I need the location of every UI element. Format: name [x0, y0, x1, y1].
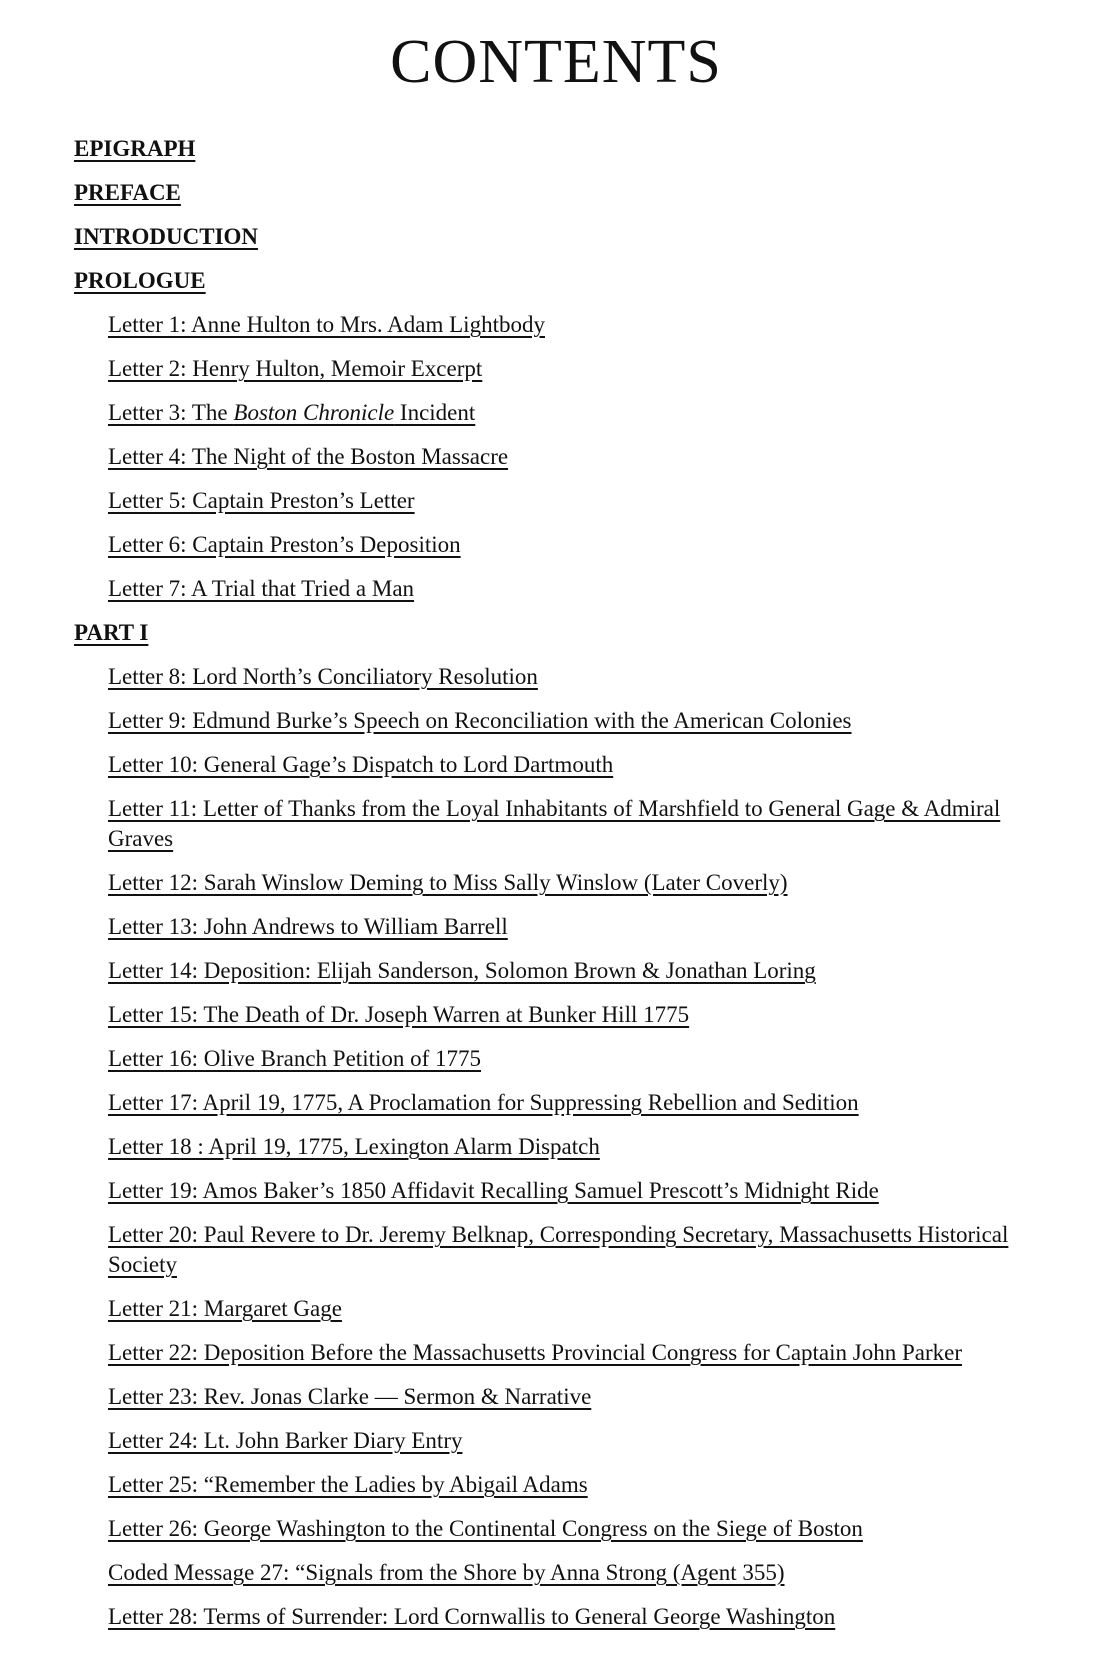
- toc-link-letter-17[interactable]: Letter 17: April 19, 1775, A Proclamation for Suppressing Rebellion and Sedition: [108, 1090, 859, 1115]
- toc-link-letter-21[interactable]: Letter 21: Margaret Gage: [108, 1296, 342, 1321]
- toc-link-letter-18[interactable]: Letter 18 : April 19, 1775, Lexington Alarm Dispatch: [108, 1134, 600, 1159]
- toc-link-letter-26[interactable]: Letter 26: George Washington to the Continental Congress on the Siege of Boston: [108, 1516, 863, 1541]
- toc-link-letter-8[interactable]: Letter 8: Lord North’s Conciliatory Resolution: [108, 664, 538, 689]
- toc-link-preface[interactable]: PREFACE: [74, 180, 181, 205]
- toc-link-letter-19[interactable]: Letter 19: Amos Baker’s 1850 Affidavit Recalling Samuel Prescott’s Midnight Ride: [108, 1178, 879, 1203]
- toc-link-letter-1[interactable]: Letter 1: Anne Hulton to Mrs. Adam Lightbody: [108, 312, 545, 337]
- toc-link-letter-20[interactable]: Letter 20: Paul Revere to Dr. Jeremy Belknap, Corresponding Secretary, Massachusetts Historical Society: [108, 1222, 1009, 1277]
- toc-link-letter-3[interactable]: [74, 398, 1064, 428]
- toc-link-letter-2[interactable]: Letter 2: Henry Hulton, Memoir Excerpt: [108, 356, 483, 381]
- toc-link-letter-11[interactable]: Letter 11: Letter of Thanks from the Loyal Inhabitants of Marshfield to General Gage & Admiral Graves: [108, 796, 1001, 851]
- toc-link-coded-message-27[interactable]: Coded Message 27: “Signals from the Shore by Anna Strong (Agent 355): [108, 1560, 785, 1585]
- toc-link-letter-9[interactable]: Letter 9: Edmund Burke’s Speech on Reconciliation with the American Colonies: [108, 708, 852, 733]
- letter-3-italic-title: Boston Chronicle: [233, 400, 395, 425]
- letter-3-suffix: Incident: [394, 400, 476, 425]
- toc-link-epigraph[interactable]: EPIGRAPH: [74, 136, 196, 161]
- table-of-contents: [74, 134, 1064, 1646]
- toc-link-letter-14[interactable]: Letter 14: Deposition: Elijah Sanderson, Solomon Brown & Jonathan Loring: [108, 958, 816, 983]
- toc-link-letter-13[interactable]: Letter 13: John Andrews to William Barrell: [108, 914, 508, 939]
- toc-link-part-1[interactable]: PART I: [74, 620, 149, 645]
- toc-link-letter-25[interactable]: Letter 25: “Remember the Ladies by Abigail Adams: [108, 1472, 588, 1497]
- toc-link-letter-12[interactable]: Letter 12: Sarah Winslow Deming to Miss Sally Winslow (Later Coverly): [108, 870, 788, 895]
- toc-link-letter-5[interactable]: Letter 5: Captain Preston’s Letter: [108, 488, 415, 513]
- toc-link-letter-4[interactable]: Letter 4: The Night of the Boston Massacre: [108, 444, 509, 469]
- toc-link-letter-7[interactable]: Letter 7: A Trial that Tried a Man: [108, 576, 415, 601]
- toc-link-letter-15[interactable]: Letter 15: The Death of Dr. Joseph Warren at Bunker Hill 1775: [108, 1002, 690, 1027]
- letter-3-prefix: Letter 3: The: [108, 400, 234, 425]
- toc-link-letter-24[interactable]: Letter 24: Lt. John Barker Diary Entry: [108, 1428, 463, 1453]
- toc-link-letter-10[interactable]: Letter 10: General Gage’s Dispatch to Lord Dartmouth: [108, 752, 614, 777]
- toc-link-prologue[interactable]: PROLOGUE: [74, 268, 206, 293]
- page-title: CONTENTS: [390, 28, 722, 96]
- toc-link-introduction[interactable]: INTRODUCTION: [74, 224, 259, 249]
- toc-link-letter-23[interactable]: Letter 23: Rev. Jonas Clarke — Sermon & Narrative: [108, 1384, 592, 1409]
- toc-link-letter-22[interactable]: Letter 22: Deposition Before the Massachusetts Provincial Congress for Captain John Parker: [108, 1340, 963, 1365]
- toc-link-letter-16[interactable]: Letter 16: Olive Branch Petition of 1775: [108, 1046, 482, 1071]
- toc-link-letter-6[interactable]: Letter 6: Captain Preston’s Deposition: [108, 532, 461, 557]
- toc-link-letter-28[interactable]: Letter 28: Terms of Surrender: Lord Cornwallis to General George Washington: [108, 1604, 836, 1629]
